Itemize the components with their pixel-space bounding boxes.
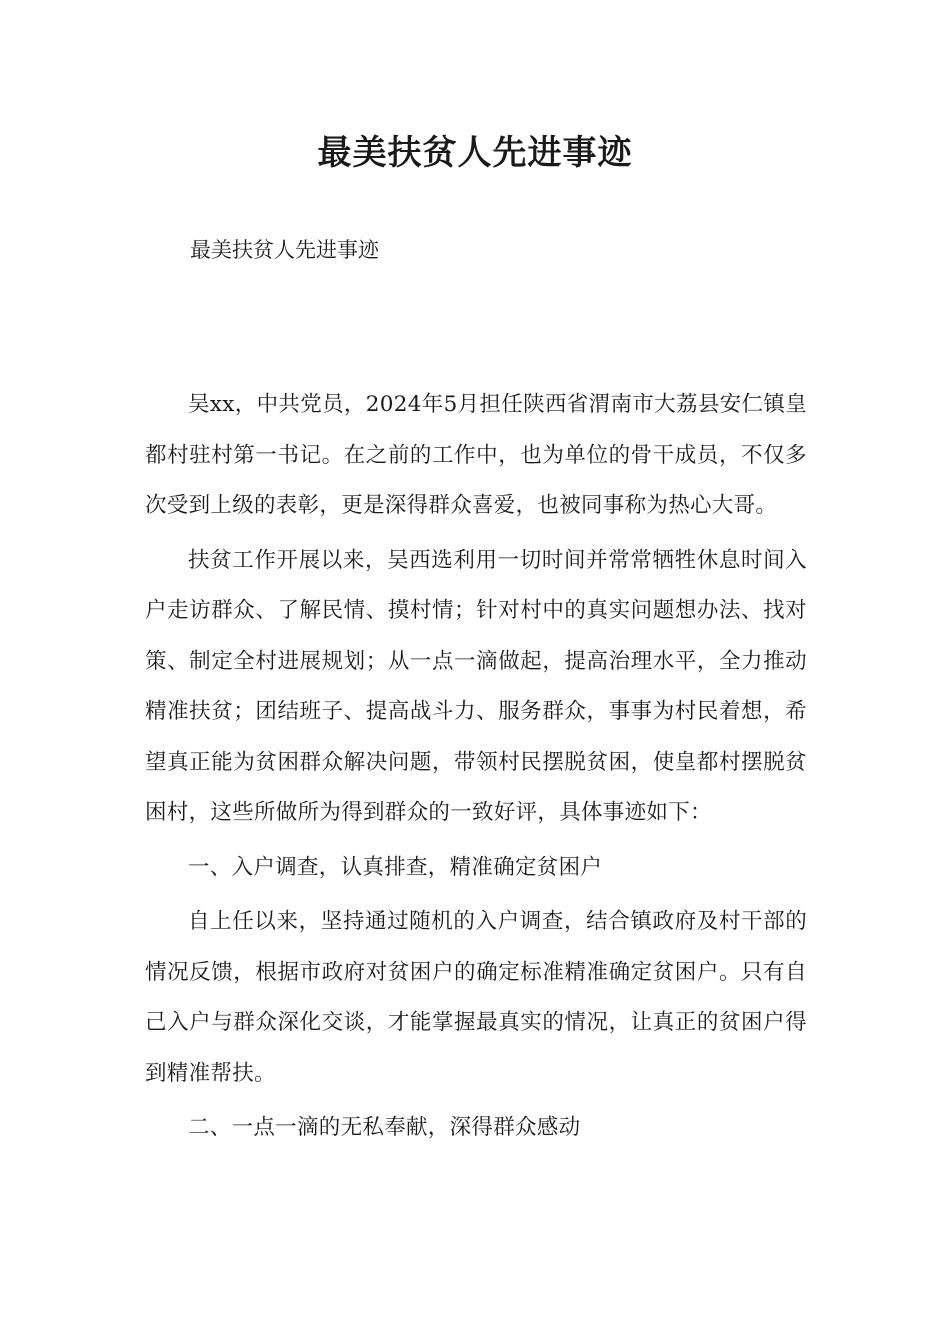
paragraph-work-overview: 扶贫工作开展以来，吴西选利用一切时间并常常牺牲休息时间入户走访群众、了解民情、摸村情；针对村中的真实问题想办法、找对策、制定全村进展规划；从一点一滴做起，提高治理水平，全力推动精准扶贫；团结班子、提高战斗力、服务群众，事事为村民着想，希望真正能为贫困群众解决问题，带领村民摆脱贫困，使皇都村摆脱贫困村，这些所做所为得到群众的一致好评，具体事迹如下： (145, 547, 807, 825)
paragraph-intro: 吴xx，中共党员，2024年5月担任陕西省渭南市大荔县安仁镇皇都村驻村第一书记。在之前的工作中，也为单位的骨干成员，不仅多次受到上级的表彰，更是深得群众喜爱，也被同事称为热心大哥。 (145, 392, 807, 518)
section-heading-2: 二、一点一滴的无私奉献，深得群众感动 (188, 1115, 581, 1140)
document-title: 最美扶贫人先进事迹 (317, 133, 633, 173)
section-heading-1: 一、入户调查，认真排查，精准确定贫困户 (188, 854, 603, 880)
document-subtitle: 最美扶贫人先进事迹 (190, 238, 379, 262)
document-body (145, 380, 807, 1158)
paragraph-section-1: 自上任以来，坚持通过随机的入户调查，结合镇政府及村干部的情况反馈，根据市政府对贫困户的确定标准精准确定贫困户。只有自己入户与群众深化交谈，才能掌握最真实的情况，让真正的贫困户得到精准帮扶。 (145, 909, 807, 1086)
